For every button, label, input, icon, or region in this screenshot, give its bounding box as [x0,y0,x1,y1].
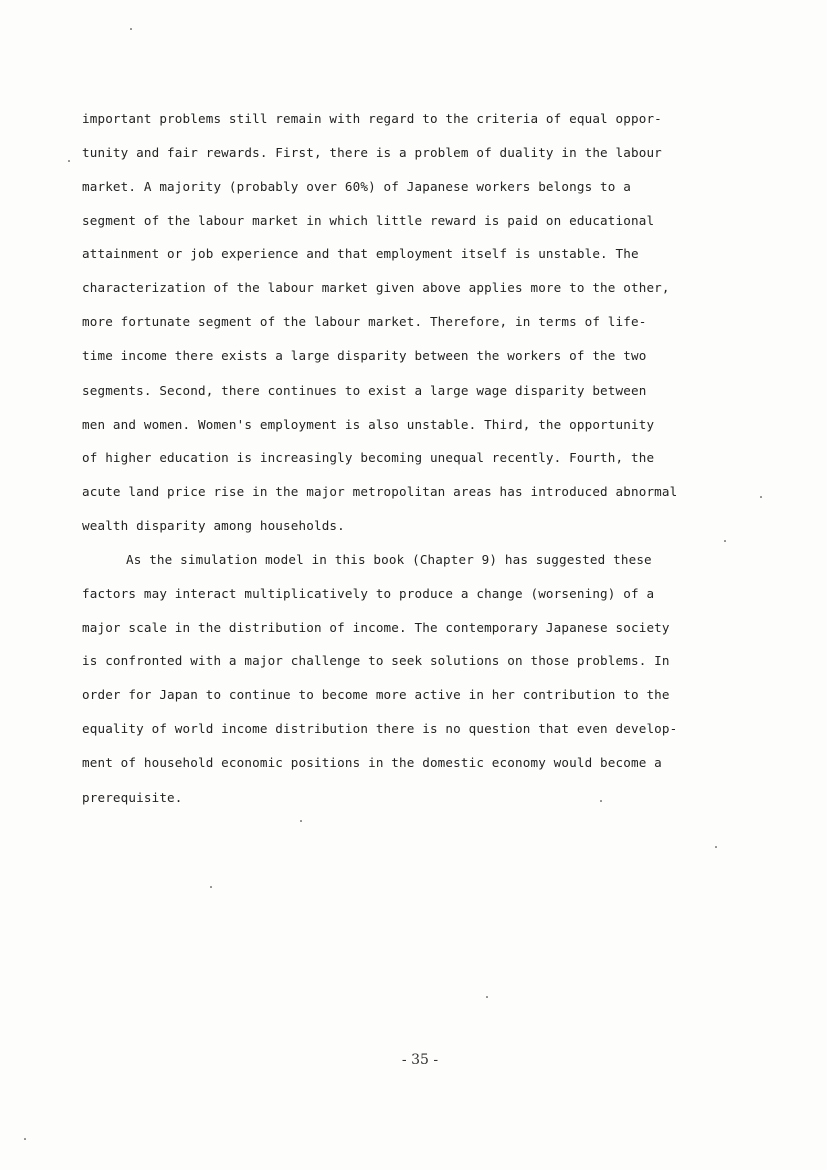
text-line: market. A majority (probably over 60%) of Japanese workers belongs to a [82,179,631,194]
text-line: segment of the labour market in which little reward is paid on educational [82,213,655,228]
text-line: men and women. Women's employment is also unstable. Third, the opportunity [82,417,655,432]
text-line: order for Japan to continue to become more active in her contribution to the [82,687,670,702]
text-line: attainment or job experience and that employment itself is unstable. The [82,246,639,261]
scan-speck [24,1138,26,1140]
text-line: important problems still remain with regard to the criteria of equal oppor- [82,111,662,126]
scan-speck [760,496,762,498]
text-line: time income there exists a large disparity between the workers of the two [82,348,647,363]
scan-speck [600,800,602,802]
text-line: equality of world income distribution there is no question that even develop- [82,721,678,736]
scan-speck [300,820,302,822]
scan-speck [486,996,488,998]
text-line: wealth disparity among households. [82,518,345,533]
text-line: more fortunate segment of the labour market. Therefore, in terms of life- [82,314,647,329]
scan-speck [68,160,70,162]
text-line: segments. Second, there continues to exist a large wage disparity between [82,383,647,398]
page-number: - 35 - [401,1052,439,1068]
text-line: acute land price rise in the major metropolitan areas has introduced abnormal [82,484,678,499]
scan-speck [724,540,726,542]
scan-speck [715,846,717,848]
text-line: prerequisite. [82,790,183,805]
text-line: tunity and fair rewards. First, there is a problem of duality in the labour [82,145,662,160]
text-line: characterization of the labour market given above applies more to the other, [82,280,670,295]
scan-speck [210,886,212,888]
text-line: factors may interact multiplicatively to produce a change (worsening) of a [82,586,655,601]
scan-speck [130,28,132,30]
text-line: of higher education is increasingly becoming unequal recently. Fourth, the [82,450,655,465]
text-line: ment of household economic positions in the domestic economy would become a [82,755,662,770]
text-line: is confronted with a major challenge to seek solutions on those problems. In [82,653,670,668]
text-line: major scale in the distribution of income. The contemporary Japanese society [82,620,670,635]
text-line: As the simulation model in this book (Chapter 9) has suggested these [126,552,652,567]
